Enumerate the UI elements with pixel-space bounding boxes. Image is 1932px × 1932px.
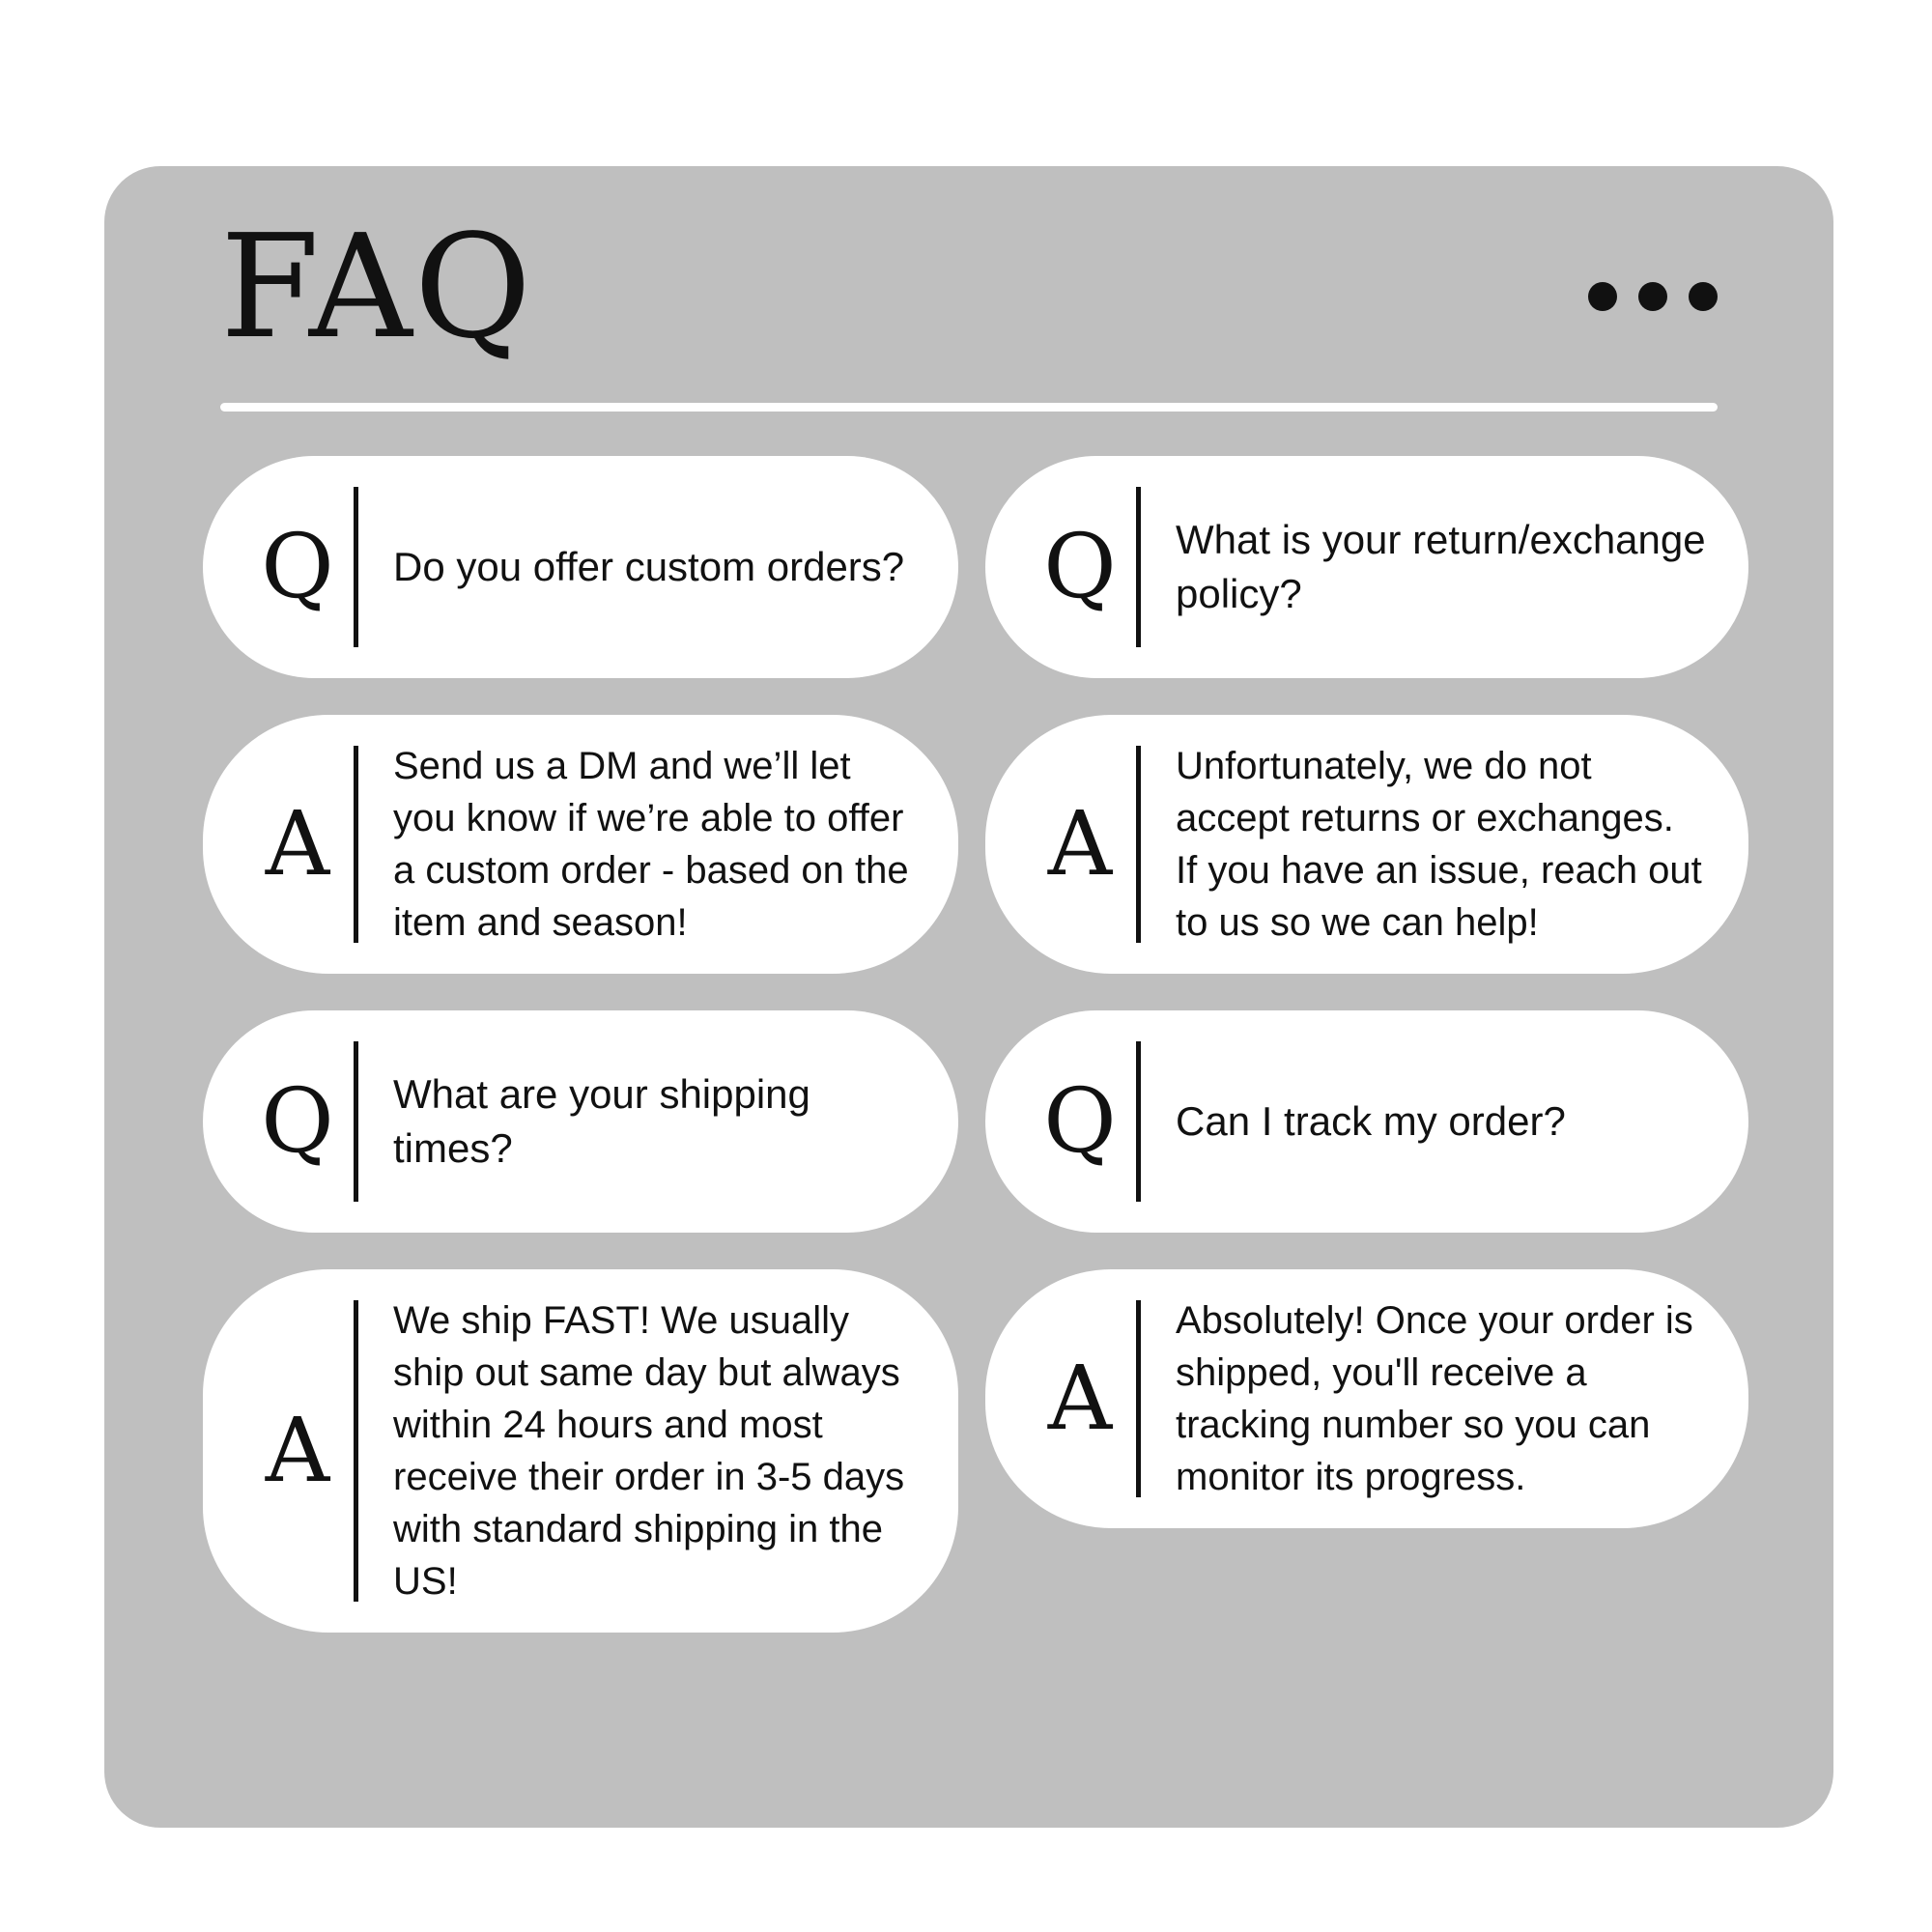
dot-2: [1638, 282, 1667, 311]
right-slot-3: [985, 1010, 1748, 1233]
question-bubble-4[interactable]: [985, 1010, 1748, 1233]
faq-row-answers-2: [203, 1269, 1748, 1633]
question-text: What is your return/exchange policy?: [1176, 517, 1706, 616]
answer-text: Absolutely! Once your order is shipped, you'll receive a tracking number so you can monitor its progress.: [1176, 1299, 1693, 1498]
page-title: FAQ: [220, 204, 534, 370]
faq-row-questions-1: [203, 456, 1748, 678]
answer-mark: A: [1047, 1347, 1113, 1450]
answer-mark: A: [265, 792, 330, 895]
faq-row-questions-2: [203, 1010, 1748, 1233]
question-mark: Q: [1043, 515, 1117, 618]
answer-mark: A: [265, 1399, 330, 1502]
more-horizontal-icon[interactable]: [1588, 282, 1718, 311]
answer-mark: A: [1047, 792, 1113, 895]
dot-1: [1588, 282, 1617, 311]
question-mark: Q: [261, 515, 334, 618]
answer-bubble-3[interactable]: [203, 1269, 958, 1633]
answer-bubble-4[interactable]: [985, 1269, 1748, 1528]
question-bubble-1[interactable]: [203, 456, 958, 678]
question-mark: Q: [1043, 1069, 1117, 1173]
question-text: What are your shipping times?: [393, 1071, 810, 1171]
question-mark: Q: [261, 1069, 334, 1173]
header-divider: [220, 403, 1718, 412]
right-slot-4: [985, 1269, 1748, 1633]
question-text: Do you offer custom orders?: [393, 544, 905, 589]
answer-bubble-1[interactable]: [203, 715, 958, 974]
faq-card: [104, 166, 1833, 1828]
right-slot-2: [985, 715, 1748, 974]
answer-text: Send us a DM and we’ll let you know if we’re able to offer a custom order - based on the item and season!: [393, 745, 909, 944]
answer-text: We ship FAST! We usually ship out same day but always within 24 hours and most receive their order in 3-5 days with standard shipping in the US!: [393, 1299, 905, 1603]
question-text: Can I track my order?: [1176, 1098, 1566, 1144]
right-slot-1: [985, 456, 1748, 678]
faq-row-answers-1: [203, 715, 1748, 974]
dot-3: [1689, 282, 1718, 311]
card-header: [220, 204, 1718, 408]
faq-grid: [203, 456, 1748, 1669]
question-bubble-2[interactable]: [985, 456, 1748, 678]
answer-bubble-2[interactable]: [985, 715, 1748, 974]
answer-text: Unfortunately, we do not accept returns or exchanges. If you have an issue, reach out to us so we can help!: [1176, 745, 1702, 944]
question-bubble-3[interactable]: [203, 1010, 958, 1233]
